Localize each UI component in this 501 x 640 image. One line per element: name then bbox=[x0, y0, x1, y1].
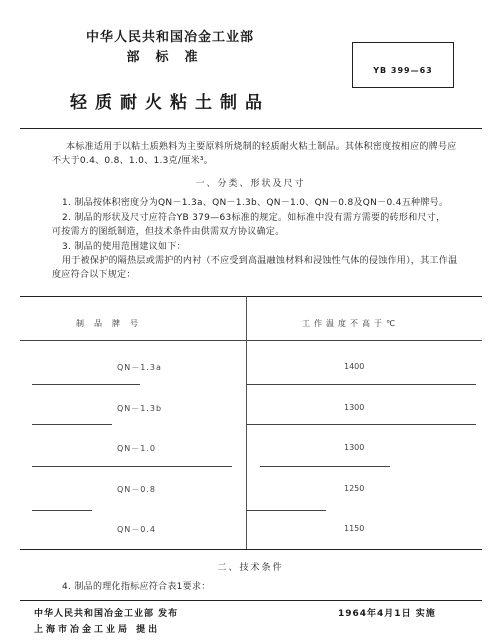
table-row-divider bbox=[32, 424, 112, 425]
footer-issuer: 中华人民共和国冶金工业部 发布 bbox=[34, 609, 179, 619]
table-row-temp: 1150 bbox=[344, 524, 365, 533]
table-row-divider bbox=[246, 424, 476, 425]
standard-type: 部标准 bbox=[126, 50, 214, 65]
table-row-grade: QN－1.0 bbox=[117, 444, 157, 453]
item-2-line-2: 可按需方的图纸制造，但技术条件由供需双方协议确定。 bbox=[52, 227, 285, 237]
item-4: 4. 制品的理化指标应符合表1要求： bbox=[62, 582, 211, 592]
table-row-grade: QN－1.3b bbox=[117, 404, 163, 413]
item-3-desc-line-1: 用于被保护的隔热层或需护的内衬（不应受到高温融蚀材料和浸蚀性气体的侵蚀作用），其工作温 bbox=[62, 256, 458, 266]
table-row-grade: QN－0.4 bbox=[117, 525, 157, 534]
intro-line-1: 本标准适用于以粘土质熟料为主要原料所烧制的轻质耐火粘土制品。其体积密度按相应的牌号应 bbox=[66, 142, 457, 152]
table-row-temp: 1250 bbox=[344, 484, 365, 493]
table-row-grade: QN－1.3a bbox=[117, 363, 162, 372]
table-header-grade: 制品牌号 bbox=[76, 319, 148, 328]
table-row-divider bbox=[260, 466, 390, 467]
table-row-grade: QN－0.8 bbox=[117, 485, 157, 494]
header-rule bbox=[20, 128, 482, 129]
table-row-divider bbox=[32, 384, 140, 385]
table-column-divider bbox=[246, 296, 247, 549]
table-row-temp: 1300 bbox=[344, 443, 365, 452]
table-row-divider bbox=[246, 384, 476, 385]
section-1-heading: 一、分类、形状及尺寸 bbox=[195, 179, 306, 189]
table-top-rule bbox=[20, 296, 482, 297]
item-3: 3. 制品的使用范围建议如下： bbox=[62, 242, 186, 252]
table-row-divider bbox=[246, 510, 326, 511]
section-2-heading: 二、技术条件 bbox=[217, 563, 284, 573]
document-title: 轻质耐火粘土制品 bbox=[70, 93, 270, 113]
intro-line-2: 不大于0.4、0.8、1.0、1.3克/厘米³。 bbox=[52, 156, 214, 166]
table-header-rule bbox=[20, 340, 482, 341]
item-2-line-1: 2. 制品的形状及尺寸应符合YB 379—63标准的规定。如标准中没有需方需要的砖形和尺寸， bbox=[62, 213, 446, 223]
table-bottom-rule bbox=[20, 549, 482, 550]
table-row-temp: 1400 bbox=[344, 362, 365, 371]
footer-proposer: 上海市冶金工业局 提出 bbox=[34, 625, 161, 635]
footer-date: 1964年4月1日 实施 bbox=[338, 609, 436, 619]
item-1: 1. 制品按体积密度分为QN－1.3a、QN－1.3b、QN－1.0、QN－0.8及QN－0.4五种牌号。 bbox=[62, 198, 449, 208]
item-3-desc-line-2: 度应符合以下规定： bbox=[52, 270, 136, 280]
table-row-divider bbox=[32, 510, 92, 511]
footer-rule bbox=[20, 600, 482, 601]
ministry-name: 中华人民共和国冶金工业部 bbox=[85, 30, 254, 45]
table-row-temp: 1300 bbox=[344, 403, 365, 412]
standard-code: YB 399—63 bbox=[373, 66, 433, 75]
standard-code-box bbox=[352, 42, 454, 88]
table-row-divider bbox=[32, 466, 232, 467]
table-header-temperature: 工作温度不高于℃ bbox=[302, 319, 399, 328]
